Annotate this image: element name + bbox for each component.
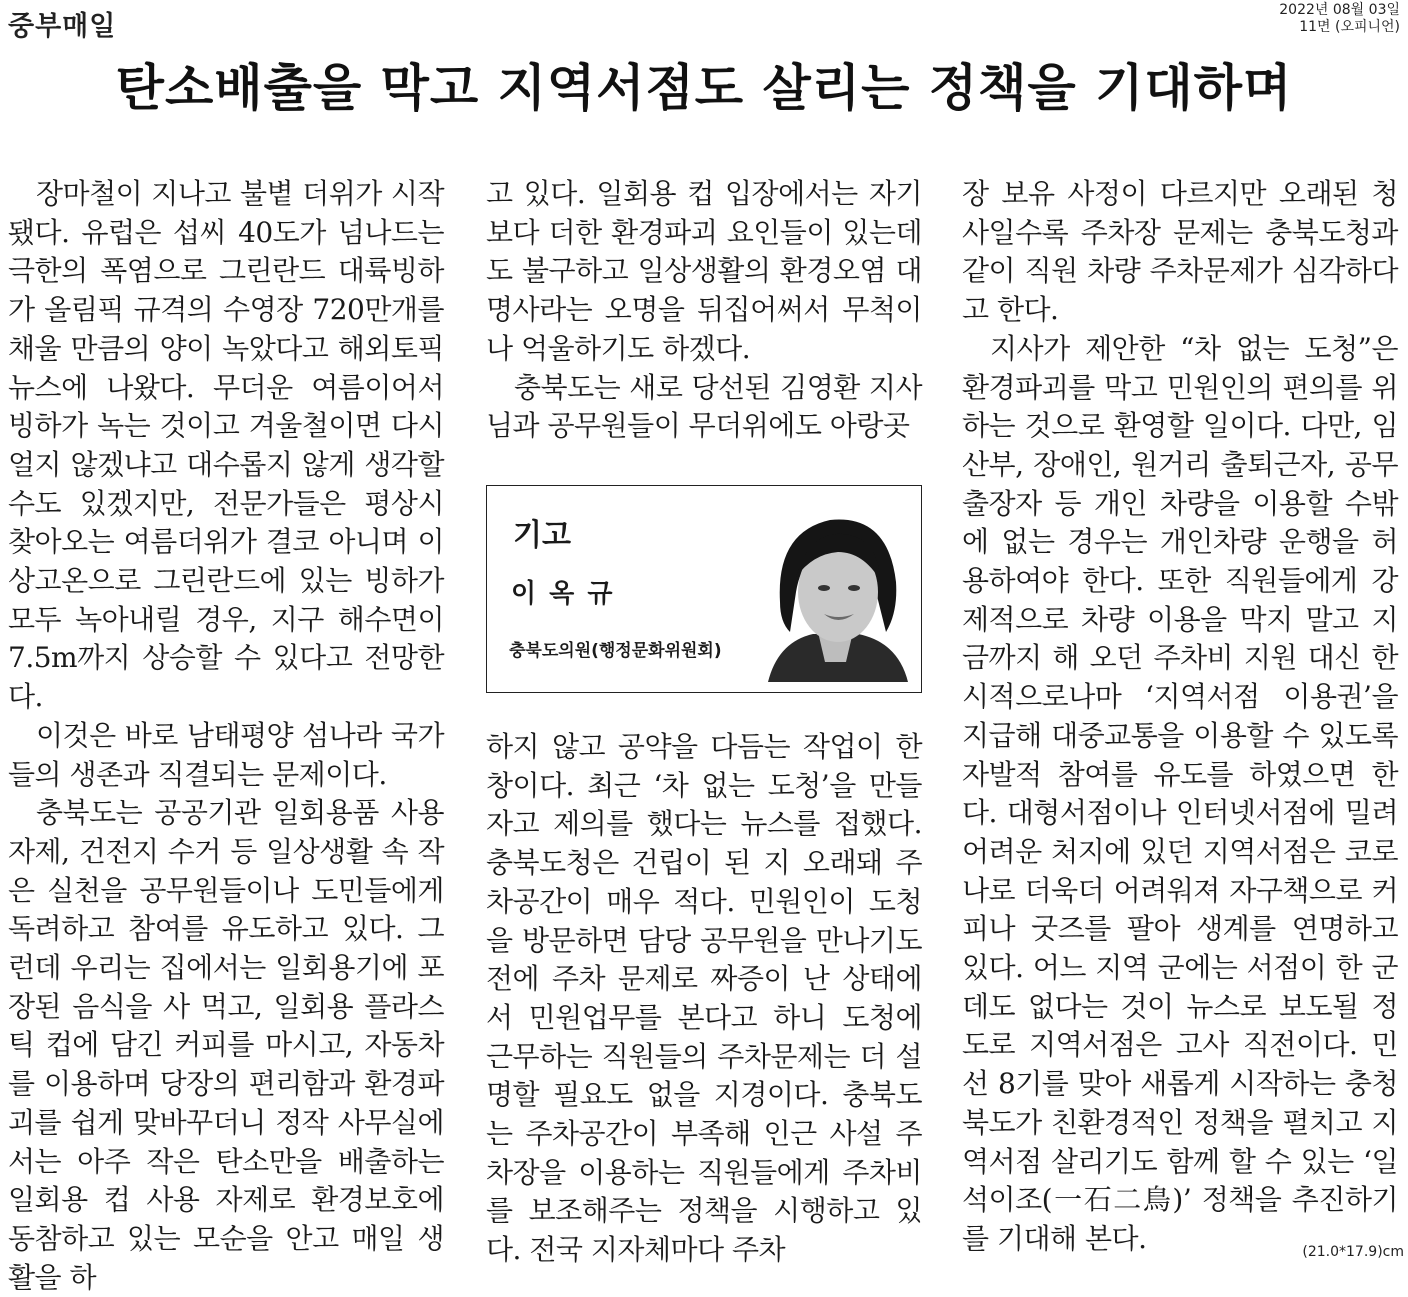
contribution-label: 기고 [513,518,571,553]
article-column-3 [962,175,1398,1259]
paragraph: 고 있다. 일회용 컵 입장에서는 자기보다 더한 환경파괴 요인들이 있는데도 불구하고 일상생활의 환경오염 대명사라는 오명을 뒤집어써서 무척이나 억울하기도 하겠다. [486,177,922,365]
contributor-box [486,485,922,693]
newspaper-logo: 중부매일 [8,11,117,42]
paragraph: 하지 않고 공약을 다듬는 작업이 한창이다. 최근 ‘차 없는 도청’을 만들자고 제의를 했다는 뉴스를 접했다. 충북도청은 건립이 된 지 오래돼 주차공간이 매우 적다. 민원인이 도청을 방문하면 담당 공무원을 만나기도 전에 주차 문제로 짜증이 난 상태에서 민원업무를 본다고 하니 도청에 근무하는 직원들의 주차문제는 더 설명할 필요도 없을 지경이다. 충북도는 주차공간이 부족해 인근 사설 주차장을 이용하는 직원들에게 주차비를 보조해주는 정책을 시행하고 있다. 전국 지자체마다 주차 [486,730,922,1267]
article-headline: 탄소배출을 막고 지역서점도 살리는 정책을 기대하며 [115,59,1293,117]
dateline [1279,2,1400,36]
article-column-2-top [486,175,922,446]
author-photo [758,492,913,682]
paragraph: 장마철이 지나고 불볕 더위가 시작됐다. 유럽은 섭씨 40도가 넘나드는 극한의 폭염으로 그린란드 대륙빙하가 올림픽 규격의 수영장 720만개를 채울 만큼의 양이 녹았다고 해외토픽 뉴스에 나왔다. 무더운 여름이어서 빙하가 녹는 것이고 겨울철이면 다시 얼지 않겠냐고 대수롭지 않게 생각할 수도 있겠지만, 전문가들은 평상시 찾아오는 여름더위가 결코 아니며 이상고온으로 그린란드에 있는 빙하가 모두 녹아내릴 경우, 지구 해수면이 7.5m까지 상승할 수 있다고 전망한다. [8,177,444,714]
article-column-2-bottom [486,728,922,1270]
article-size-note: (21.0*17.9)cm [1302,1244,1404,1260]
publication-date: 2022년 08월 03일 [1279,2,1400,18]
paragraph: 장 보유 사정이 다르지만 오래된 청사일수록 주차장 문제는 충북도청과 같이 직원 차량 주차문제가 심각하다고 한다. [962,177,1398,327]
paragraph: 지사가 제안한 “차 없는 도청”은 환경파괴를 막고 민원인의 편의를 위하는 것으로 환영할 일이다. 다만, 임산부, 장애인, 원거리 출퇴근자, 공무 출장자 등 개인 차량을 이용할 수밖에 없는 경우는 개인차량 운행을 허용하여야 한다. 또한 직원들에게 강제적으로 차량 이용을 막지 말고 지금까지 해 오던 주차비 지원 대신 한시적으로나마 ‘지역서점 이용권’을 지급해 대중교통을 이용할 수 있도록 자발적 참여를 유도를 하였으면 한다. 대형서점이나 인터넷서점에 밀려 어려운 처지에 있던 지역서점은 코로나로 더욱더 어려워져 자구책으로 커피나 굿즈를 팔아 생계를 연명하고 있다. 어느 지역 군에는 서점이 한 군데도 없다는 것이 뉴스로 보도될 정도로 지역서점은 고사 직전이다. 민선 8기를 맞아 새롭게 시작하는 충청북도가 친환경적인 정책을 펼치고 지역서점 살리기도 함께 할 수 있는 ‘일석이조(一石二鳥)’ 정책을 추진하기를 기대해 본다. [962,331,1398,1255]
page-section: 11면 (오피니언) [1299,19,1400,35]
article-column-1 [8,175,444,1297]
paragraph: 충북도는 공공기관 일회용품 사용자제, 건전지 수거 등 일상생활 속 작은 실천을 공무원들이나 도민들에게 독려하고 참여를 유도하고 있다. 그런데 우리는 집에서는 일회용기에 포장된 음식을 사 먹고, 일회용 플라스틱 컵에 담긴 커피를 마시고, 자동차를 이용하며 당장의 편리함과 환경파괴를 쉽게 맞바꾸더니 정작 사무실에서는 아주 작은 탄소만을 배출하는 일회용 컵 사용 자제로 환경보호에 동참하고 있는 모순을 안고 매일 생활을 하 [8,796,444,1294]
author-name: 이 옥 규 [511,579,615,609]
author-role: 충북도의원(행정문화위원회) [509,641,722,661]
paragraph: 이것은 바로 남태평양 섬나라 국가들의 생존과 직결되는 문제이다. [8,718,444,791]
paragraph: 충북도는 새로 당선된 김영환 지사님과 공무원들이 무더위에도 아랑곳 [486,370,922,443]
